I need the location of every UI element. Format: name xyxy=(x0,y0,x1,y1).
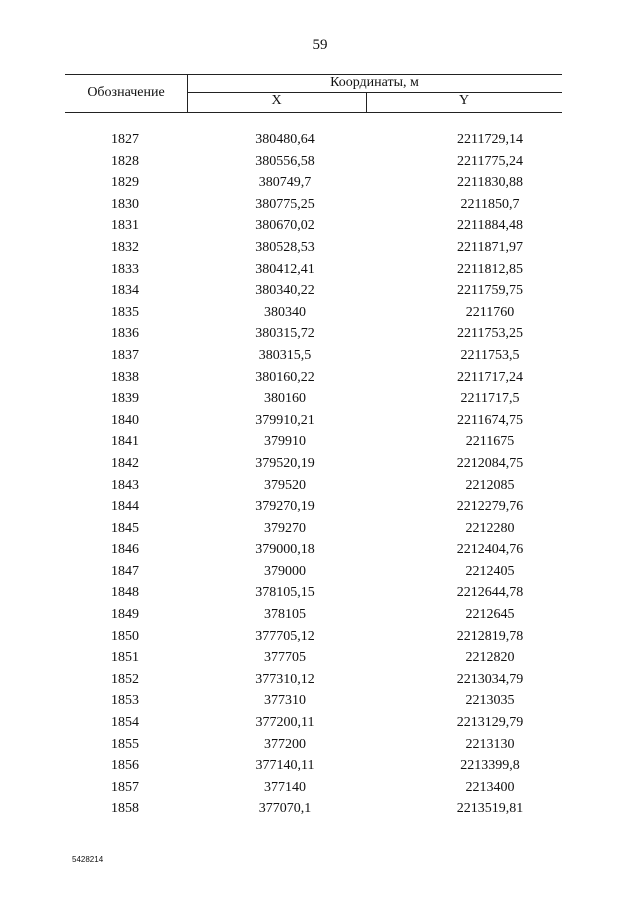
x-cell: 379000,18 xyxy=(255,542,315,558)
y-cell: 2211850,7 xyxy=(460,196,520,212)
x-cell: 380412,41 xyxy=(255,261,315,277)
table-row xyxy=(65,582,565,604)
y-cell: 2212279,76 xyxy=(456,499,524,515)
table-row xyxy=(65,496,565,518)
designation-cell: 1832 xyxy=(111,239,139,255)
y-cell: 2213130 xyxy=(465,736,515,752)
designation-cell: 1838 xyxy=(111,369,139,385)
header-coordinates: Координаты, м xyxy=(330,75,419,90)
x-cell: 379520 xyxy=(264,477,306,493)
y-cell: 2211674,75 xyxy=(457,412,523,428)
table-row xyxy=(65,690,565,712)
designation-cell: 1855 xyxy=(111,736,139,752)
y-cell: 2213519,81 xyxy=(456,801,524,817)
x-cell: 380160 xyxy=(264,391,306,407)
y-cell: 2211884,48 xyxy=(457,218,523,234)
designation-cell: 1857 xyxy=(111,779,139,795)
table-row xyxy=(65,410,565,432)
x-cell: 380556,58 xyxy=(255,153,315,169)
x-cell: 377140,11 xyxy=(255,758,315,774)
header-y: Y xyxy=(458,93,470,108)
table-row xyxy=(65,172,565,194)
x-cell: 380480,64 xyxy=(255,132,315,147)
y-cell: 2211717,5 xyxy=(460,391,520,407)
x-cell: 379000 xyxy=(264,563,306,579)
table-row xyxy=(65,604,565,626)
header-designation: Обозначение xyxy=(87,85,165,100)
x-cell: 379270,19 xyxy=(255,499,315,515)
x-cell: 377310,12 xyxy=(255,671,315,687)
table-row xyxy=(65,280,565,302)
table-row xyxy=(65,302,565,324)
y-cell: 2211717,24 xyxy=(457,369,523,385)
table-row xyxy=(65,367,565,389)
y-cell: 2212644,78 xyxy=(456,585,524,601)
designation-cell: 1856 xyxy=(111,758,139,774)
x-cell: 377310 xyxy=(264,693,306,709)
table-row xyxy=(65,777,565,799)
y-cell: 2212084,75 xyxy=(456,455,524,471)
designation-cell: 1842 xyxy=(111,455,139,471)
designation-cell: 1835 xyxy=(111,304,139,320)
designation-cell: 1852 xyxy=(111,671,139,687)
designation-cell: 1839 xyxy=(111,391,139,407)
designation-cell: 1837 xyxy=(111,347,139,363)
designation-cell: 1831 xyxy=(111,218,139,234)
x-cell: 380749,7 xyxy=(258,175,312,191)
table-row xyxy=(65,453,565,475)
table-row xyxy=(65,431,565,453)
x-cell: 380340 xyxy=(264,304,306,320)
designation-cell: 1844 xyxy=(111,499,139,515)
x-cell: 380315,72 xyxy=(255,326,315,342)
y-cell: 2212280 xyxy=(465,520,515,536)
x-cell: 380160,22 xyxy=(255,369,315,385)
y-cell: 2211830,88 xyxy=(457,175,523,191)
table-row xyxy=(65,712,565,734)
designation-cell: 1851 xyxy=(111,650,139,666)
designation-cell: 1843 xyxy=(111,477,139,493)
table-row xyxy=(65,129,565,151)
designation-cell: 1830 xyxy=(111,196,139,212)
designation-cell: 1828 xyxy=(111,153,139,169)
designation-cell: 1836 xyxy=(111,326,139,342)
x-cell: 380775,25 xyxy=(255,196,315,212)
x-cell: 378105 xyxy=(264,607,306,623)
designation-cell: 1827 xyxy=(111,132,139,147)
y-cell: 2213035 xyxy=(465,693,515,709)
y-cell: 2213034,79 xyxy=(456,671,524,687)
y-cell: 2213129,79 xyxy=(456,715,524,731)
table-row xyxy=(65,475,565,497)
designation-cell: 1833 xyxy=(111,261,139,277)
table-row xyxy=(65,539,565,561)
y-cell: 2211760 xyxy=(465,304,515,320)
y-cell: 2211753,25 xyxy=(457,326,523,342)
y-cell: 2211759,75 xyxy=(457,283,523,299)
y-cell: 2212085 xyxy=(465,477,515,493)
table-row xyxy=(65,734,565,756)
designation-cell: 1847 xyxy=(111,563,139,579)
designation-cell: 1845 xyxy=(111,520,139,536)
x-cell: 380315,5 xyxy=(258,347,312,363)
header-bottom-rule xyxy=(65,112,562,113)
designation-cell: 1850 xyxy=(111,628,139,644)
x-cell: 377200 xyxy=(264,736,306,752)
designation-cell: 1840 xyxy=(111,412,139,428)
x-cell: 380340,22 xyxy=(255,283,315,299)
table-row xyxy=(65,194,565,216)
table-row xyxy=(65,518,565,540)
y-cell: 2211871,97 xyxy=(457,239,523,255)
x-cell: 379270 xyxy=(264,520,306,536)
table-row xyxy=(65,323,565,345)
x-cell: 379520,19 xyxy=(255,455,315,471)
y-cell: 2212645 xyxy=(465,607,515,623)
designation-cell: 1829 xyxy=(111,175,139,191)
y-cell: 2211775,24 xyxy=(457,153,523,169)
designation-cell: 1849 xyxy=(111,607,139,623)
x-cell: 379910 xyxy=(264,434,306,450)
table-row xyxy=(65,388,565,410)
y-cell: 2212405 xyxy=(465,563,515,579)
x-cell: 379910,21 xyxy=(255,412,315,428)
designation-cell: 1848 xyxy=(111,585,139,601)
designation-cell: 1846 xyxy=(111,542,139,558)
x-cell: 378105,15 xyxy=(255,585,315,601)
footer-code: 5428214 xyxy=(72,855,104,864)
table-row xyxy=(65,798,565,820)
y-cell: 2213400 xyxy=(465,779,515,795)
designation-cell: 1841 xyxy=(111,434,139,450)
table-row xyxy=(65,259,565,281)
x-cell: 380670,02 xyxy=(255,218,315,234)
table-row xyxy=(65,755,565,777)
table-row xyxy=(65,237,565,259)
x-cell: 377070,1 xyxy=(258,801,312,817)
designation-cell: 1858 xyxy=(111,801,139,817)
designation-cell: 1854 xyxy=(111,715,139,731)
x-cell: 377705 xyxy=(264,650,306,666)
y-cell: 2211675 xyxy=(465,434,515,450)
designation-cell: 1853 xyxy=(111,693,139,709)
y-cell: 2211729,14 xyxy=(457,132,523,147)
y-cell: 2213399,8 xyxy=(460,758,520,774)
page-number: 59 xyxy=(312,37,328,53)
x-cell: 380528,53 xyxy=(255,239,315,255)
table-row xyxy=(65,669,565,691)
y-cell: 2211753,5 xyxy=(460,347,520,363)
table-row xyxy=(65,647,565,669)
table-row xyxy=(65,151,565,173)
table-row xyxy=(65,561,565,583)
x-cell: 377140 xyxy=(264,779,306,795)
y-cell: 2212819,78 xyxy=(456,628,524,644)
designation-cell: 1834 xyxy=(111,283,139,299)
y-cell: 2212404,76 xyxy=(456,542,524,558)
y-cell: 2211812,85 xyxy=(457,261,523,277)
table-row xyxy=(65,626,565,648)
table-row xyxy=(65,215,565,237)
table-body xyxy=(65,129,565,820)
table-row xyxy=(65,345,565,367)
header-x: X xyxy=(271,93,282,108)
x-cell: 377705,12 xyxy=(255,628,315,644)
y-cell: 2212820 xyxy=(465,650,515,666)
x-cell: 377200,11 xyxy=(255,715,315,731)
